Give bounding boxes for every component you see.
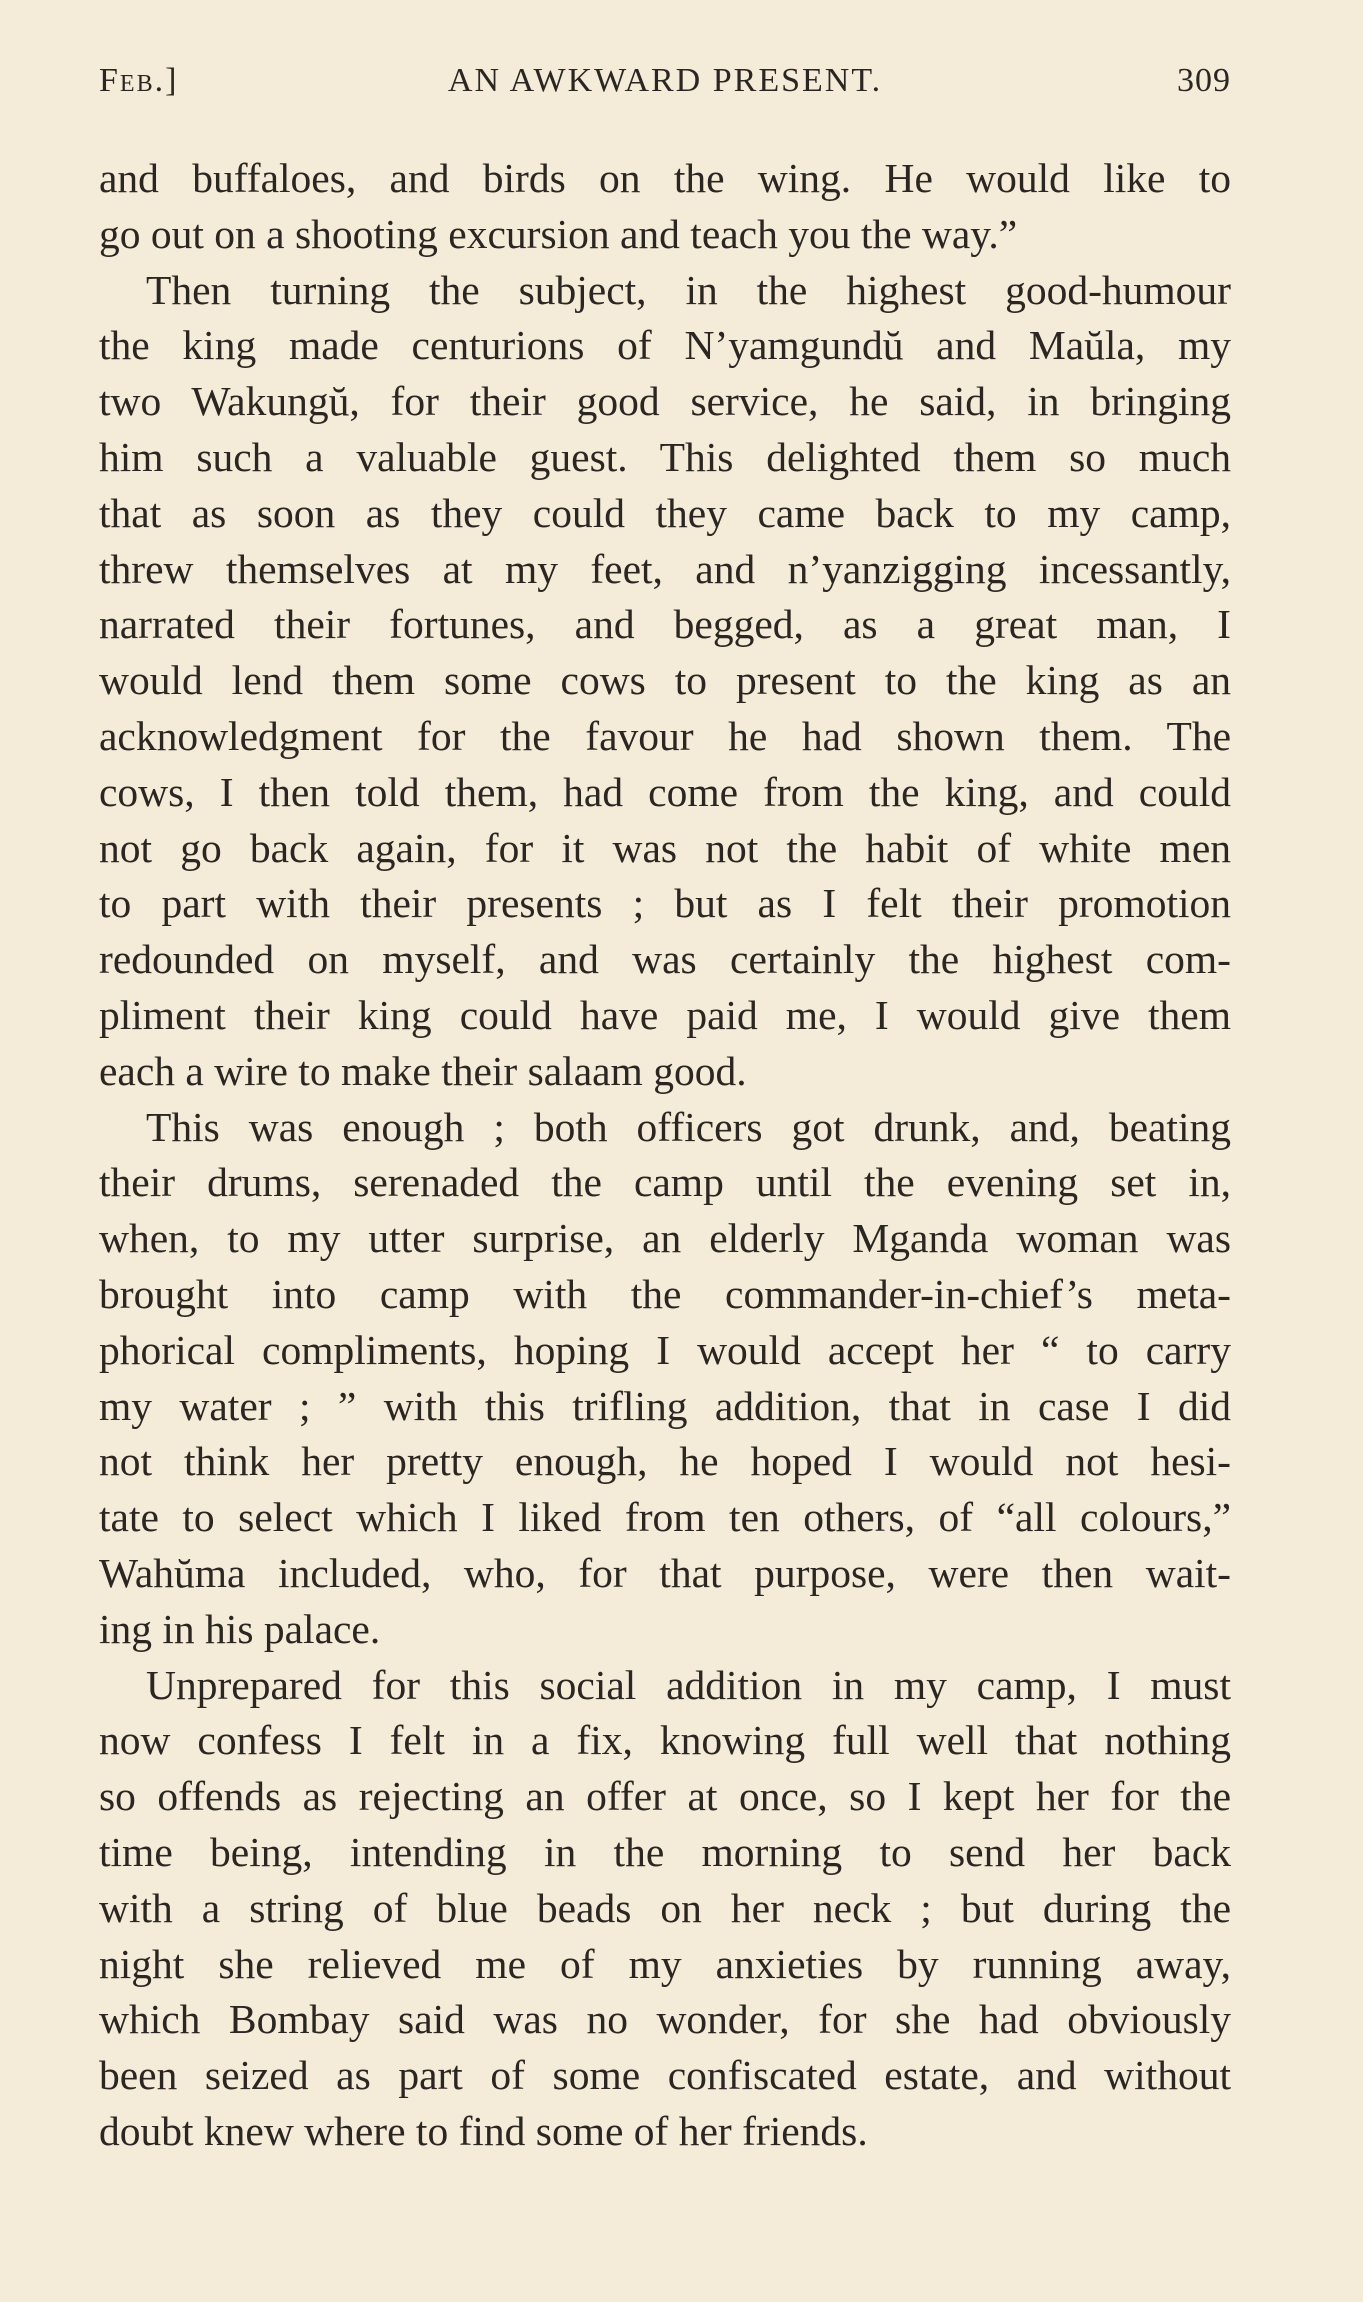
text-line: cows, I then told them, had come from the king, and could (99, 768, 1231, 815)
text-line: tate to select which I liked from ten others, of “all colours,” (99, 1494, 1231, 1541)
text-line: This was enough ; both officers got drunk, and, beating (146, 1103, 1231, 1150)
text-line: night she relieved me of my anxieties by running away, (99, 1940, 1231, 1987)
text-line: acknowledgment for the favour he had shown them. The (99, 712, 1231, 759)
text-line: go out on a shooting excursion and teach you the way.” (99, 210, 1018, 257)
text-line: threw themselves at my feet, and n’yanzigging incessantly, (99, 545, 1231, 592)
text-line: brought into camp with the commander-in-chief’s meta- (99, 1270, 1231, 1317)
text-line: not go back again, for it was not the habit of white men (99, 824, 1231, 871)
text-line: Wahŭma included, who, for that purpose, were then wait- (99, 1549, 1231, 1596)
page-number: 309 (1177, 62, 1231, 99)
text-line: redounded on myself, and was certainly the highest com- (99, 936, 1231, 983)
text-line: time being, intending in the morning to send her back (99, 1828, 1231, 1875)
text-line: each a wire to make their salaam good. (99, 1047, 747, 1094)
text-line: my water ; ” with this trifling addition, that in case I did (99, 1382, 1231, 1429)
text-line: phorical compliments, hoping I would accept her “ to carry (99, 1326, 1231, 1373)
text-line: and buffaloes, and birds on the wing. He would like to (99, 155, 1231, 201)
paragraph (99, 263, 1231, 1100)
text-line: which Bombay said was no wonder, for she had obviously (99, 1996, 1231, 2043)
running-head-month: Feb.] (99, 62, 179, 99)
text-line: when, to my utter surprise, an elderly Mganda woman was (99, 1215, 1231, 1262)
text-line: Then turning the subject, in the highest good-humour (146, 266, 1231, 313)
body-text (99, 151, 1231, 2160)
text-line: that as soon as they could they came back to my camp, (99, 489, 1231, 536)
paragraph (99, 1100, 1231, 1658)
text-line: now confess I felt in a fix, knowing full well that nothing (99, 1717, 1231, 1764)
running-head-title: AN AWKWARD PRESENT. (447, 62, 883, 99)
text-line: doubt knew where to find some of her friends. (99, 2107, 868, 2154)
text-line: to part with their presents ; but as I felt their promotion (99, 880, 1231, 927)
text-line: so offends as rejecting an offer at once, so I kept her for the (99, 1773, 1231, 1820)
text-line: the king made centurions of N’yamgundŭ and Maŭla, my (99, 322, 1231, 369)
text-line: him such a valuable guest. This delighted them so much (99, 433, 1231, 480)
text-line: ing in his palace. (99, 1605, 381, 1652)
text-line: pliment their king could have paid me, I would give them (99, 991, 1231, 1038)
paragraph (99, 1658, 1231, 2160)
text-line: two Wakungŭ, for their good service, he said, in bringing (99, 378, 1231, 425)
text-line: their drums, serenaded the camp until the evening set in, (99, 1159, 1231, 1206)
text-line: narrated their fortunes, and begged, as a great man, I (99, 601, 1231, 648)
text-line: would lend them some cows to present to the king as an (99, 657, 1231, 704)
text-line: with a string of blue beads on her neck ; but during the (99, 1884, 1231, 1931)
text-line: Unprepared for this social addition in my camp, I must (146, 1661, 1231, 1708)
text-line: not think her pretty enough, he hoped I would not hesi- (99, 1438, 1231, 1485)
text-line: been seized as part of some confiscated estate, and without (99, 2052, 1231, 2099)
running-head (99, 62, 1231, 112)
paragraph (99, 151, 1231, 263)
